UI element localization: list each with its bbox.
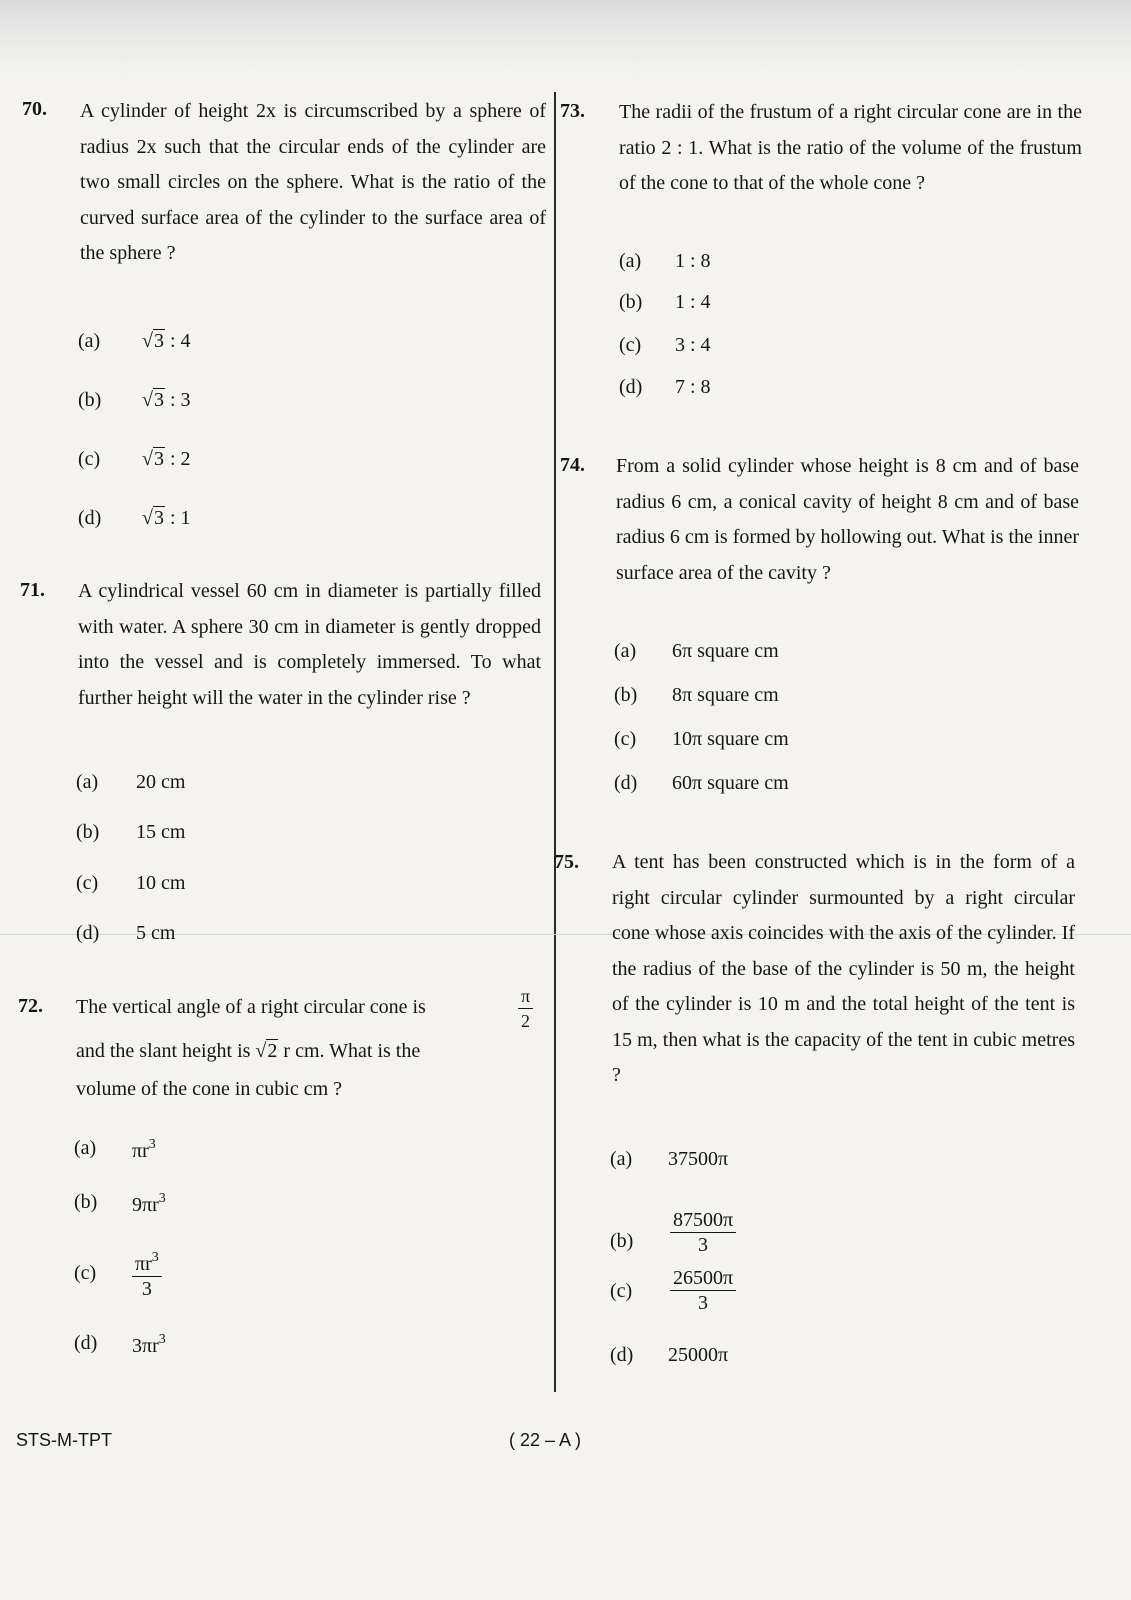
option-label: (d) <box>78 507 102 529</box>
question-number: 72. <box>18 995 43 1017</box>
option-value: 1 : 8 <box>675 250 711 272</box>
option-c <box>614 728 914 758</box>
sqrt-symbol: √3 <box>142 448 164 470</box>
option-c <box>610 1267 910 1340</box>
option-fraction: $\frac{\pi r^3}{3}$ <box>132 1246 162 1301</box>
sqrt-symbol: √3 <box>142 507 164 529</box>
option-label: (c) <box>78 448 101 470</box>
option-a <box>619 250 919 280</box>
option-value: 10π square cm <box>672 728 789 750</box>
column-divider <box>554 92 556 1392</box>
booklet-code: STS-M-TPT <box>16 1430 112 1450</box>
option-c <box>76 872 376 902</box>
question-text: A cylinder of height 2x is circumscribed by a sphere of radius 2x such that the circular ends of the cylinder are two small circles on the sphere. What is the ratio of the curved surface area of the cylinder to the surface area of the sphere ? <box>80 100 546 264</box>
option-fraction: $\frac{26500\pi}{3}$ <box>670 1266 736 1315</box>
option-a <box>76 771 376 801</box>
option-value: √3 : 3 <box>142 389 191 411</box>
option-a <box>610 1148 910 1178</box>
option-label: (c) <box>610 1280 633 1302</box>
option-label: (b) <box>78 389 102 411</box>
option-value: √3 : 2 <box>142 448 191 470</box>
option-label: (a) <box>76 771 99 793</box>
option-value <box>670 1208 736 1257</box>
option-label: (b) <box>74 1191 98 1213</box>
option-value <box>670 1266 736 1315</box>
option-value: 7 : 8 <box>675 376 711 398</box>
option-label: (d) <box>76 922 100 944</box>
option-a <box>78 330 378 360</box>
option-label: (b) <box>614 684 638 706</box>
question-text: A cylindrical vessel 60 cm in diameter is partially filled with water. A sphere 30 cm in diameter is gently dropped into the vessel and is completely immersed. To what further height will the water in the cylinder rise ? <box>78 580 541 709</box>
option-value: $3\pi r^3$ <box>132 1332 166 1357</box>
option-value <box>132 1246 162 1301</box>
option-label: (b) <box>619 291 643 313</box>
option-label: (a) <box>619 250 642 272</box>
sqrt-symbol: √2 <box>255 1040 278 1062</box>
option-d <box>78 507 378 537</box>
option-label: (d) <box>614 772 638 794</box>
option-c <box>78 448 378 478</box>
option-label: (a) <box>610 1148 633 1170</box>
option-c <box>619 334 919 364</box>
option-value: 20 cm <box>136 771 186 793</box>
option-fraction: $\frac{87500\pi}{3}$ <box>670 1208 736 1257</box>
angle-fraction: $\frac{\pi}{2}$ <box>518 984 533 1033</box>
option-label: (c) <box>76 872 99 894</box>
option-label: (b) <box>610 1230 634 1252</box>
question-number: 71. <box>20 579 45 601</box>
option-d <box>76 922 376 952</box>
option-label: (a) <box>74 1137 97 1159</box>
option-value: $\pi r^3$ <box>132 1137 156 1162</box>
option-label: (a) <box>78 330 101 352</box>
option-b <box>614 684 914 714</box>
option-d <box>74 1332 374 1362</box>
option-value: 5 cm <box>136 922 176 944</box>
option-value: √3 : 1 <box>142 507 191 529</box>
option-value: 1 : 4 <box>675 291 711 313</box>
option-d <box>614 772 914 802</box>
option-b <box>78 389 378 419</box>
option-b <box>74 1191 374 1221</box>
question-number: 74. <box>560 454 585 476</box>
option-a <box>614 640 914 670</box>
option-value: 37500π <box>668 1148 729 1170</box>
option-value: 8π square cm <box>672 684 779 706</box>
question-line-2: and the slant height is √2 r cm. What is the <box>76 1034 546 1072</box>
option-value: 15 cm <box>136 821 186 843</box>
option-b <box>619 291 919 321</box>
option-value: 60π square cm <box>672 772 789 794</box>
option-b <box>610 1209 910 1278</box>
question-text: A tent has been constructed which is in the form of a right circular cylinder surmounted by a right circular cone whose axis coincides with the axis of the cylinder. If the radius of the base of the cylinder is 50 m, the height of the cylinder is 10 m and the total height of the tent is 15 m, then what is the capacity of the tent in cubic metres ? <box>612 851 1075 1086</box>
option-value: 10 cm <box>136 872 186 894</box>
question-number: 75. <box>554 851 579 873</box>
question-line-3: volume of the cone in cubic cm ? <box>76 1078 343 1100</box>
option-label: (d) <box>619 376 643 398</box>
option-label: (c) <box>614 728 637 750</box>
page-number: ( 22 – A ) <box>509 1430 582 1450</box>
question-text: From a solid cylinder whose height is 8 cm and of base radius 6 cm, a conical cavity of height 8 cm and of base radius 6 cm is formed by hollowing out. What is the inner surface area of the cavity ? <box>616 455 1079 584</box>
option-value: 6π square cm <box>672 640 779 662</box>
scan-top-band <box>0 0 1131 78</box>
option-label: (a) <box>614 640 637 662</box>
option-value: √3 : 4 <box>142 330 191 352</box>
option-label: (d) <box>74 1332 98 1354</box>
option-label: (c) <box>619 334 642 356</box>
option-a <box>74 1137 374 1167</box>
sqrt-symbol: √3 <box>142 330 164 352</box>
question-number: 70. <box>22 98 47 120</box>
question-line-1: The vertical angle of a right circular cone is $\frac{\pi}{2}$ <box>76 990 546 1034</box>
option-value: 25000π <box>668 1344 729 1366</box>
option-d <box>610 1344 910 1374</box>
option-value: $9\pi r^3$ <box>132 1191 166 1216</box>
option-label: (c) <box>74 1262 97 1284</box>
option-label: (d) <box>610 1344 634 1366</box>
option-label: (b) <box>76 821 100 843</box>
option-value: 3 : 4 <box>675 334 711 356</box>
sqrt-symbol: √3 <box>142 389 164 411</box>
option-d <box>619 376 919 406</box>
question-number: 73. <box>560 100 585 122</box>
option-b <box>76 821 376 851</box>
question-text <box>76 986 546 1108</box>
option-c <box>74 1250 374 1322</box>
question-text: The radii of the frustum of a right circular cone are in the ratio 2 : 1. What is the ratio of the volume of the frustum of the cone to that of the whole cone ? <box>619 101 1082 194</box>
